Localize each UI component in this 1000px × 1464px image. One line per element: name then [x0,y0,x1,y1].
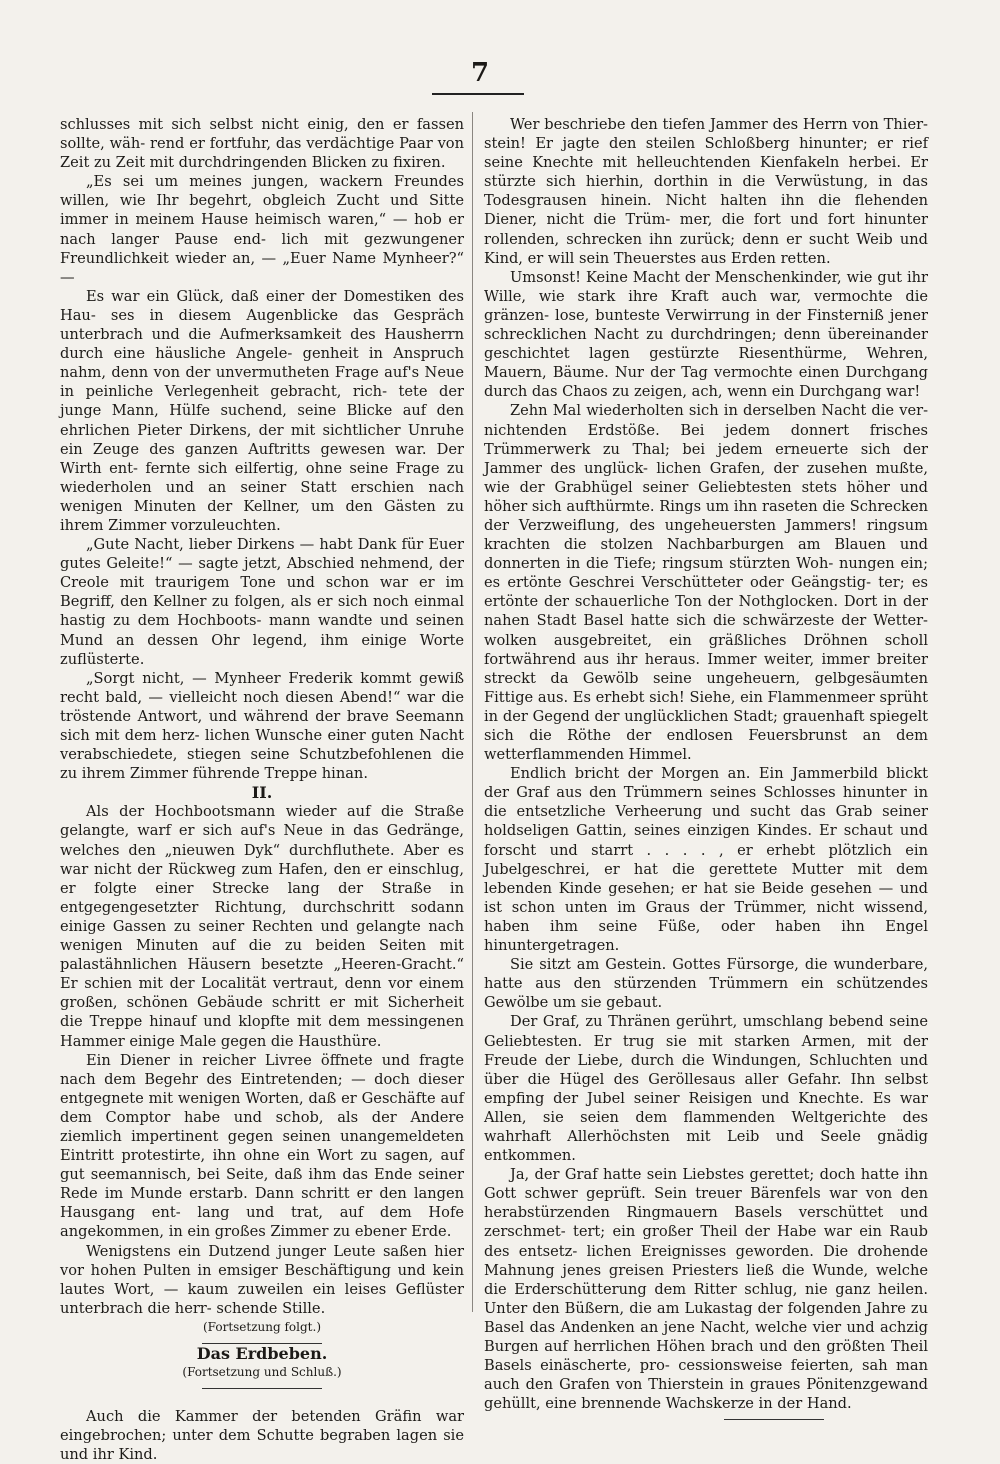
left-paragraph-1: schlusses mit sich selbst nicht einig, den er fassen sollte, wäh- rend er fortfuhr, das verdächtige Paar von Zeit zu Zeit mit durchdringenden Blicken zu fixiren. [60,116,464,172]
left-paragraph-2: „Es sei um meines jungen, wackern Freundes willen, wie Ihr begehrt, obgleich Zucht und Sitte immer in meinem Hause heimisch waren,“ — hob er nach langer Pause end- lich mit gezwungener Freundlichkeit wieder an, — „Euer Name Mynheer?“ — [60,173,464,286]
subtitle-rule [202,1388,322,1389]
right-paragraph-6: Der Graf, zu Thränen gerührt, umschlang bebend seine Geliebtesten. Er trug sie mit starken Armen, mit der Freude der Liebe, durch die Windungen, Schluchten und über die Hügel des Geröllesaus aller Gefahr. Ihn selbst empfing der Jubel seiner Reisigen und Knechte. Es war Allen, sie seien dem flammenden Weltgerichte des wahrhaft Allerhöchsten mit Leib und Seele gnädig entkommen. [484,1013,928,1165]
end-rule [724,1419,824,1420]
left-paragraph-5: „Sorgt nicht, — Mynheer Frederik kommt gewiß recht bald, — vielleicht noch diesen Abend!“ war die tröstende Antwort, und während der brave Seemann sich mit dem herz- lichen Wunsche einer guten Nacht verabschiedete, stiegen seine Schutzbefohlenen die zu ihrem Zimmer führende Treppe hinan. [60,669,464,783]
left-paragraph-3: Es war ein Glück, daß einer der Domestiken des Hau- ses in diesem Augenblicke das Gespräch unterbrach und die Aufmerksamkeit des Hausherrn durch eine häusliche Angele- genheit in Anspruch nahm, denn von der unvermutheten Frage auf's Neue in peinliche Verlegenheit gebracht, rich- tete der junge Mann, Hülfe suchend, seine Blicke auf den ehrlichen Pieter Dirkens, der mit sichtlicher Unruhe ein Zeuge des ganzen Auftritts gewesen war. Der Wirth ent- fernte sich eilfertig, ohne seine Frage zu wiederholen und an seiner Statt erschien nach wenigen Minuten der Kellner, um den Gästen zu ihrem Zimmer vorzuleuchten. [60,287,464,534]
right-paragraph-4: Endlich bricht der Morgen an. Ein Jammerbild blickt der Graf aus den Trümmern seines Schlosses hinunter in die entsetzliche Verheerung und sucht das Grab seiner holdseligen Gattin, seines einzigen Kindes. Er schaut und forscht und starrt . . . . , er erhebt plötzlich ein Jubelgeschrei, er hat die gerettete Mutter mit dem lebenden Kinde gesehen; er hat sie Beide gesehen — und ist schon unten im Graus der Trümmer, nicht wissend, haben ihm seine Füße, oder haben ihn Engel hinuntergetragen. [484,765,928,955]
right-paragraph-7: Ja, der Graf hatte sein Liebstes gerettet; doch hatte ihn Gott schwer geprüft. Sein treuer Bärenfels war von den herabstürzenden Ringmauern Basels verschüttet und zerschmet- tert; ein großer Theil der Habe war ein Raub des entsetz- lichen Ereignisses geworden. Die drohende Mahnung jenes greisen Priesters ließ die Wunde, welche die Erderschütterung dem Ritter schlug, nie ganz heilen. Unter den Büßern, die am Lukastag der folgenden Jahre zu Basel das Andenken an jene Nacht, welche vier und achzig Burgen auf herrlichen Höhen brach und den größten Theil Basels einäscherte, pro- cessionsweise feierten, sah man auch den Grafen von Thierstein in graues Pönitenzgewand gehüllt, eine brennende Wachskerze in der Hand. [484,1166,928,1413]
left-paragraph-4: „Gute Nacht, lieber Dirkens — habt Dank für Euer gutes Geleite!“ — sagte jetzt, Abschied nehmend, der Creole mit traurigem Tone und schon war er im Begriff, den Kellner zu folgen, als er sich noch einmal hastig zu dem Hochboots- mann wandte und seinen Mund an dessen Ohr legend, ihm einige Worte zuflüsterte. [60,536,464,668]
left-column [60,115,464,1464]
page-number: 7 [470,58,490,88]
article-subtitle: (Fortsetzung und Schluß.) [182,1365,342,1380]
right-paragraph-1: Wer beschriebe den tiefen Jammer des Herrn von Thier- stein! Er jagte den steilen Schloßberg hinunter; er rief seine Knechte mit helleuchtenden Kienfakeln herbei. Er stürzte sich hierhin, dorthin in die Verwüstung, in das Todesgrausen hinein. Nicht halten ihn die flehenden Diener, nicht die Trüm- mer, die fort und fort hinunter rollenden, schrecken ihn zurück; denn er sucht Weib und Kind, er will sein Theuerstes aus Erden retten. [484,116,928,267]
right-column [484,115,928,1420]
right-paragraph-2: Umsonst! Keine Macht der Menschenkinder, wie gut ihr Wille, wie stark ihre Kraft auch war, vermochte die gränzen- lose, bunteste Verwirrung in der Finsterniß jener schrecklichen Nacht zu durchdringen; denn übereinander geschichtet lagen gestürzte Riesenthürme, Wehren, Mauern, Bäume. Nur der Tag vermochte einen Durchgang durch das Chaos zu zeigen, ach, wenn ein Durchgang war! [484,268,928,401]
left-paragraph-7: Ein Diener in reicher Livree öffnete und fragte nach dem Begehr des Eintretenden; — doch dieser entgegnete mit wenigen Worten, daß er Geschäfte auf dem Comptor habe und schob, als der Andere ziemlich impertinent gegen seinen unangemeldeten Eintritt protestirte, ihn ohne ein Wort zu sagen, auf gut seemannisch, bei Seite, daß ihm das Ende seiner Rede im Munde erstarb. Dann schritt er den langen Hausgang ent- lang und trat, auf dem Hofe angekommen, in ein großes Zimmer zu ebener Erde. [60,1051,464,1241]
left-paragraph-6: Als der Hochbootsmann wieder auf die Straße gelangte, warf er sich auf's Neue in das Gedränge, welches den „nieuwen Dyk“ durchfluthete. Aber es war nicht der Rückweg zum Hafen, den er einschlug, er folgte einer Strecke lang der Straße in entgegengesetzter Richtung, durchschritt sodann einige Gassen zu seiner Rechten und gelangte nach wenigen Minuten auf die zu beiden Seiten mit palastähnlichen Häusern besetzte „Heeren-Gracht.“ Er schien mit der Localität vertraut, denn vor einem großen, schönen Gebäude schritt er mit Sicherheit die Treppe hinauf und klopfte mit dem messingenen Hammer einige Male gegen die Hausthüre. [60,803,464,1050]
section-heading: II. [251,783,273,803]
right-paragraph-3: Zehn Mal wiederholten sich in derselben Nacht die ver- nichtenden Erdstöße. Bei jedem donnert frisches Trümmerwerk zu Thal; bei jedem erneuerte sich der Jammer des unglück- lichen Grafen, der zusehen mußte, wie der Grabhügel seiner Geliebtesten stets höher und höher sich aufthürmte. Rings um ihn raseten die Schrecken der Verzweiflung, des ungeheuersten Jammers! ringsum krachten die stolzen Nachbarburgen am Blauen und donnerten in die Tiefe; ringsum stürzten Woh- nungen ein; es ertönte Geschrei Verschütteter oder Geängstig- ter; es ertönte der schauerliche Ton der Nothglocken. Dort in der nahen Stadt Basel hatte sich die schwärzeste der Wetter- wolken ausgebreitet, ein gräßliches Dröhnen scholl fortwährend aus ihr heraus. Immer weiter, immer breiter streckt da Gewölb seine ungeheuern, gelbgesäumten Fittige aus. Es erhebt sich! Siehe, ein Flammenmeer sprüht in der Gegend der unglücklichen Stadt; grauenhaft spiegelt sich die Röthe der endlosen Feuersbrunst an dem wetterflammenden Himmel. [484,402,928,764]
continuation-note: (Fortsetzung folgt.) [203,1319,321,1334]
article-title: Das Erdbeben. [196,1344,328,1363]
column-divider [472,112,473,1312]
left-paragraph-8: Wenigstens ein Dutzend junger Leute saßen hier vor hohen Pulten in emsiger Beschäftigung und kein lautes Wort, — kaum zuweilen ein leises Geflüster unterbrach die herr- schende Stille. [60,1242,464,1317]
left-paragraph-9: Auch die Kammer der betenden Gräfin war eingebrochen; unter dem Schutte begraben lagen sie und ihr Kind. [60,1408,464,1464]
page-number-rule [432,93,524,95]
right-paragraph-5: Sie sitzt am Gestein. Gottes Fürsorge, die wunderbare, hatte aus den stürzenden Trümmern ein schützendes Gewölbe um sie gebaut. [484,956,928,1012]
